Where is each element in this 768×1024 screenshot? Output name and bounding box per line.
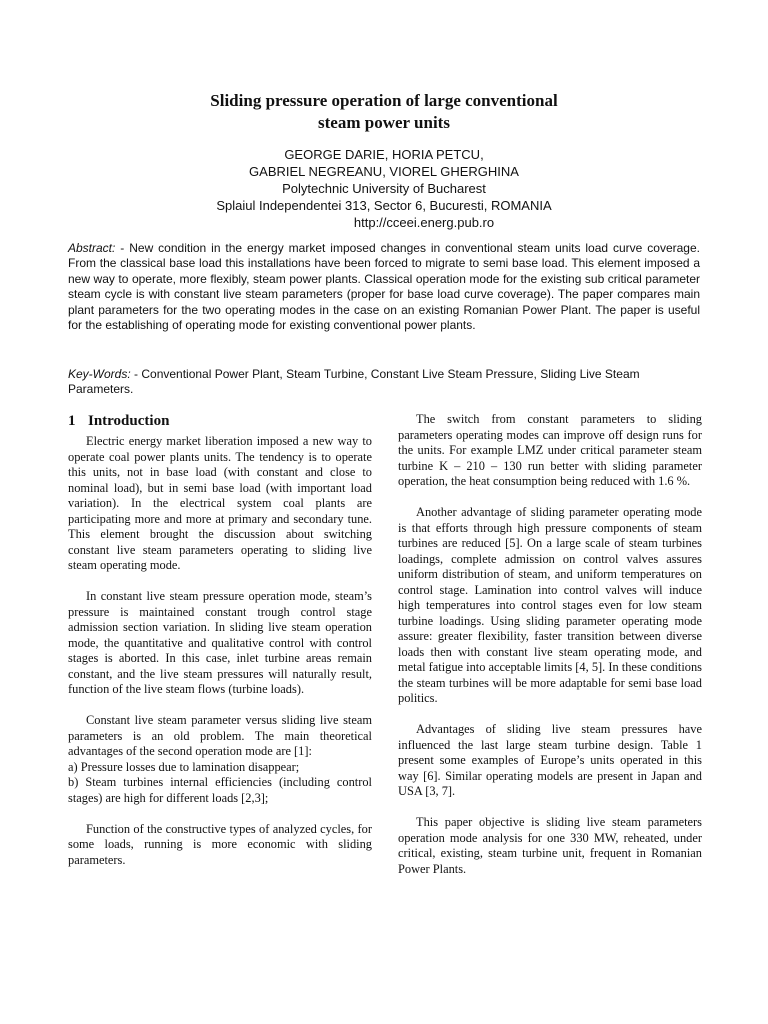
right-column (398, 412, 702, 893)
title-line: Sliding pressure operation of large conventional (210, 91, 558, 110)
paragraph: In constant live steam pressure operation mode, steam’s pressure is maintained constant trough control stage admission section variation. In sliding live steam operation mode, the quantitative and qualitative control with control stages is aborted. In this case, inlet turbine areas remain constant, and the live steam pressures will naturally result, function of the live steam flows (turbine loads). (68, 589, 372, 696)
section-number: 1 (68, 413, 76, 429)
address: Splaiul Independentei 313, Sector 6, Bucuresti, ROMANIA (216, 198, 552, 213)
paragraph: Electric energy market liberation imposed a new way to operate coal power plants units. The tendency is to operate this units, not in base load (with constant and close to nominal load), but in semi base load (with important load variation). In the electrical system coal plants are participating more and more at primary and secondary tune. This element brought the discussion about switching constant live steam parameters operating to sliding live steam operating mode. (68, 434, 372, 572)
paragraph: Constant live steam parameter versus sliding live steam parameters is an old problem. The main theoretical advantages of the second operation mode are [1]: (68, 713, 372, 758)
author-names: GEORGE DARIE, HORIA PETCU, (284, 147, 484, 162)
paragraph: Function of the constructive types of analyzed cycles, for some loads, running is more economic with sliding parameters. (68, 821, 372, 867)
left-column (68, 412, 372, 884)
list-item: b) Steam turbines internal efficiencies (including control stages) are high for different loads [2,3]; (68, 775, 372, 805)
affiliation: Polytechnic University of Bucharest (282, 181, 486, 196)
paragraph: Advantages of sliding live steam pressures have influenced the last large steam turbine design. Table 1 present some examples of Europe’s units operated in this way [6]. Similar operating models are present in Japan and USA [3, 7]. (398, 722, 702, 798)
keywords-label: Key-Words: (68, 367, 131, 381)
list-item: a) Pressure losses due to lamination disappear; (68, 759, 300, 774)
website-link[interactable]: http://cceei.energ.pub.ro (353, 215, 495, 230)
abstract-text: - New condition in the energy market imposed changes in conventional steam units load curve coverage. From the classical base load this installations have been forced to migrate to semi base load. This element imposed a new way to operate, more flexibly, steam power plants. Classical operation mode for the existing sub critical parameter steam cycle is with constant live steam parameters (proper for base load curve coverage). The paper compares main plant parameters for the two operating modes in the case on an existing Romanian Power Plant. The paper is useful for the establishing of operating mode for existing conventional power plants. (68, 241, 700, 333)
keywords (68, 367, 700, 398)
title-line: steam power units (318, 113, 450, 132)
abstract (68, 241, 700, 333)
author-names: GABRIEL NEGREANU, VIOREL GHERGHINA (249, 164, 519, 179)
section-title: Introduction (88, 413, 170, 429)
paper-title (0, 90, 768, 134)
keywords-text: - Conventional Power Plant, Steam Turbine, Constant Live Steam Pressure, Sliding Live Steam Parameters. (68, 367, 640, 397)
paragraph: Another advantage of sliding parameter operating mode is that efforts through high pressure components of steam turbines are reduced [5]. On a large scale of steam turbines loadings, complete admission on control valves assures uniform distribution of steam, and uniform temperatures on control stage. Lamination into control valves will induce high temperatures into control stages even for low steam turbine loadings. Using sliding parameter operating mode assure: greater flexibility, faster transition between diverse loads then with constant live steam operating mode, and metal fatigue into acceptable limits [4, 5]. In these conditions the steam turbines will be more adaptable for semi base load politics. (398, 505, 702, 705)
abstract-label: Abstract: (68, 241, 116, 255)
paragraph: The switch from constant parameters to sliding parameters operating modes can improve off design runs for the units. For example LMZ under critical parameter steam turbine K – 210 – 130 run better with sliding parameter operation, the heat consumption being reduced with 1.6 %. (398, 412, 702, 488)
paragraph: This paper objective is sliding live steam parameters operation mode analysis for one 330 MW, reheated, under critical, existing, steam turbine unit, frequent in Romanian Power Plants. (398, 815, 702, 876)
author-block (0, 146, 768, 231)
section-heading (68, 412, 372, 430)
